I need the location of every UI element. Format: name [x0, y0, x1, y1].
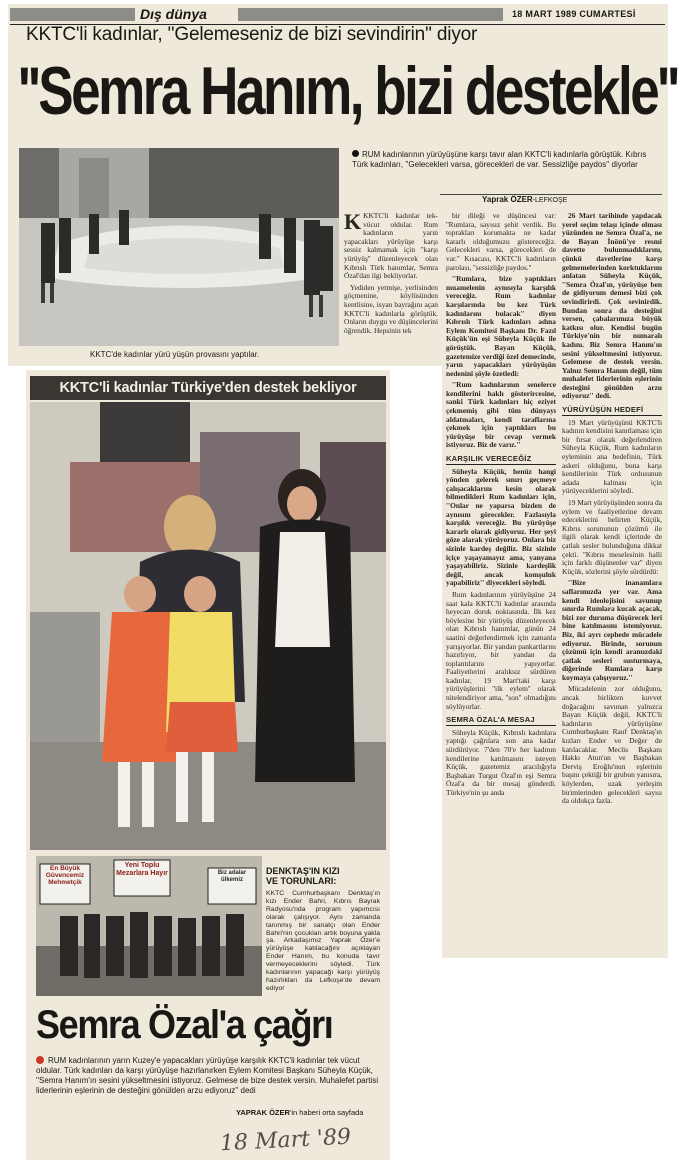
- placard-2: Yeni Toplu Mezarlara Hayır: [116, 862, 168, 877]
- col1-para-1: KKTC'li kadınlar tek-vücut oldular. Rum kadınların yarın yapacakları yürüyüşe karşı sessiz kalmamak için ''karşı yürüyüş'' düzenleyecek olan Kıbrıslı Türk hanımlar, Semra Özal'dan ilgi bekliyorlar.: [344, 211, 438, 281]
- inset-text: KKTC Cumhurbaşkanı Denktaş'ın kızı Ender Bahri, Kıbrıs Bayrak Radyosu'nda program yapımcısı olarak çalışıyor. Aynı zamanda tanınmış bir sanatçı olan Ender Bahri'nin çocukları artık boyuna yakla şa. Arkadaşımız Yaprak Özer'e yürüyüşe katılacağını açıklayan Ender Hanım, bu konuda tavır vermeyeceklerini söyledi. Türk kadınlarının yapacağı karşı yürüyüş hazırlıkları da Lefkoşe'de devam ediyor: [266, 890, 380, 992]
- red-bullet-icon: [36, 1056, 44, 1064]
- inset-photo: [36, 856, 262, 996]
- bullet-icon: [352, 150, 359, 157]
- handwritten-date: 18 Mart '89: [219, 1124, 352, 1157]
- byline: [482, 195, 567, 204]
- byline-place: -LEFKOŞE: [532, 197, 568, 204]
- lower-photo: [30, 402, 386, 850]
- body-column-1: [344, 209, 438, 338]
- credit-name: YAPRAK ÖZER: [236, 1108, 290, 1117]
- col3-para-4: ''Bize inanamlara saflarımızda yer var. Ama kendi ideolojisini savunup sınırda Rumlara kucak açacak, bizi zor duruma düşürecek leri bine katılmasını istemiyoruz. Biz, iki ayrı cephede mücadele ediyoruz. Birinde, sorunun çözümü için kendi aramızdaki çatlak sesleri susturmaya, diğerinde Rumlara karşı koymaya çalışıyoruz.'': [562, 578, 662, 682]
- lead-text-content: RUM kadınlarının yürüyüşüne karşı tavır alan KKTC'li kadınlarla görüştük. Kıbrıs Türk kadınları, ''Gelecekleri varsa, görecekleri de var. Sessizliğe paydos'' diyorlar: [352, 150, 647, 169]
- body-column-2: [446, 212, 556, 801]
- subhead-hedef: YÜRÜYÜŞÜN HEDEFİ: [562, 406, 662, 416]
- col3-para-5: Mücadelenin zor olduğunu, ancak birlikten kuvvet doğacağını savunan yalnızca Bayan Küçük değil, KKTC'li kadınların yürüyüşüne Cumhurbaşkanı Rauf Denktaş'ın kızları Ender ve Değer de katılacaklar. Meclis Başkanı Hakkı Atun'un ve Başbakan Derviş Eroğlu'nun eşlerinin başını çektiği bir grubun yanısıra, köylerden, uzak yerleşim birimlerinden gelecekleri sayısı da oldukça fazla.: [562, 684, 662, 806]
- top-photo-caption: KKTC'de kadınlar yürü yüşün provasını yaptılar.: [90, 350, 260, 359]
- inset-title: [266, 866, 380, 886]
- section-title: Dış dünya: [140, 6, 207, 22]
- issue-date: 18 MART 1989 CUMARTESİ: [512, 9, 636, 19]
- lower-credit: [236, 1108, 363, 1117]
- women-holding-flag-photo: [19, 148, 339, 346]
- col2-para-4: Süheyla Küçük, henüz hangi yönden gelerek sınırı geçmeye çalışacaklarını kesin olarak bilmedikleri Rum kadınları için, ''Onlar ne yaparsa bizden de aynısını görecekler. Fazlasıyla karşılık vereceğiz. Bu yürüyüşe kararlı olarak gidiyoruz. Her şeyi göze alarak yürüyoruz. Onlara biz sizinle kardeş değiliz. Biz sizinle içiçe yaşayamayız ama, yanyana yaşayabiliriz. Sizinle kardeşlik değil, ancak komşuluk yapabiliriz'' diyecekleri söyledi.: [446, 466, 556, 588]
- lower-lead: [36, 1056, 382, 1096]
- col2-para-5: Rum kadınlarının yürüyüşüne 24 saat kala KKTC'li kadınlar arasında heyecan doruk noktasında. İlk kez böylesine bir yürüyüş düzenleyecek olan Kıbrıslı hanımlar, günün 24 saatini değerlendirmek için zamanla yarışıyorlar. Bir yandan pankartlarını hazırlıyor, bir yandan da toplantılarını yapıyorlar. Faaliyetlerini aralıksız sürdüren kadınlar, 19 Mart'taki karşı yürüyüşlerini ''ilk eylem'' olarak nitelendiriyor ama, ''son'' olmadığını söylüyorlar.: [446, 589, 556, 711]
- drop-cap: K: [344, 209, 362, 234]
- top-photo: [19, 148, 339, 346]
- header-bar-left: [10, 8, 135, 21]
- col2-para-1: bir dileği ve düşüncesi var: ''Rumlara, sayısız şehit verdik. Bu toprakları korumakta ne kadar kararlı olduğumuzu göstereceğiz. Gelecekleri varsa, görecekleri de var.'' Kısacası, KKTC'li kadınların parolası, ''sessizliğe paydos.'': [446, 211, 556, 272]
- col2-para-2: ''Rumlara, bize yaptıkları muamelenin aynısıyla karşılık vereceğiz. Rum kadınlar karşılarında bu kez Türk kadınlarını bulacak'' diyen Kıbrıslı Türk kadınları adına Eylem Komitesi Başkanı Dr. Fazıl Küçük'ün eşi Süheyla Küçük ile görüştük. Bayan Küçük, gazetemize verdiği özel demecinde, yarın yapacakları yürüyüşün nedenini şöyle özetledi:: [446, 274, 556, 378]
- lower-headline: Semra Özal'a çağrı: [36, 1003, 333, 1047]
- byline-name: Yaprak ÖZER: [482, 195, 533, 204]
- lower-banner: KKTC'li kadınlar Türkiye'den destek bekliyor: [30, 376, 386, 400]
- col3-para-3: 19 Mart yürüyüşünden sonra da eylem ve faaliyetlerine devam edeceklerini belirten Küçük, Kıbrıs sorununun çözümü ile ilgili olarak kendi içlerinde de çatlak sesler bulunduğuna dikkat çekti. ''Kıbrıs meselesinin halli için farklı düşünenler var'' diyen Küçük, sözlerini şöyle sürdürdü:: [562, 498, 663, 576]
- lower-lead-content: RUM kadınlarının yarın Kuzey'e yapacakları yürüyüşe karşılık KKTC'li kadınlar tek vücut oldular. Türk kadınları da karşı yürüyüşe hazırlanırken Eylem Komitesi Başkanı Süheyla Küçük, ''Semra Hanım'ın sesini yükseltmesini istiyoruz. Gelmese de bize destek versin. Muhalefet partisi liderlerinin eşlerinin de desteğini gönülden arzu ediyoruz'' dedi: [36, 1056, 379, 1095]
- main-headline: ''Semra Hanım, bizi destekle'': [18, 53, 678, 129]
- header-bar-right: [238, 8, 503, 21]
- placard-3: Biz adalar ülkemiz: [217, 870, 247, 883]
- inset-title-line-1: DENKTAŞ'IN KIZI: [266, 866, 340, 876]
- col2-para-6: Süheyla Küçük, Kıbrıslı kadınlara yaptığı çağrılara son ana kadar sürdürüyor. 7'den 70'e her kadının kendilerine katılmasını isteyen Küçük, gazetemiz aracılığıyla Başbakan Turgut Özal'ın eşi Semra Özal'a da bir mesaj gönderdi. Türkiye'nin şu anda: [446, 727, 556, 797]
- col2-para-3: ''Rum kadınlarının senelerce kendilerini haklı gösterircesine, sanki Türk kadınları hiç eziyet çekmemiş gibi tüm dünyayı aldatmaları, kendi taraflarına çekmek için yaptıkları bu yürüyüşe bir cevap vermek istiyoruz. Biz de varız.'': [446, 380, 556, 450]
- placard-1: En Büyük Güvencemiz Mehmetçik: [45, 865, 85, 886]
- lead-text: [352, 150, 662, 170]
- col1-para-2: Yediden yetmişe, yerlisinden göçmenine, köylüsünden kentlisine, isyan bayrağını açan KKTC'li kadınlarla görüştük. Onların duygu ve düşüncelerini öğrendik. Hepsinin tek: [344, 282, 438, 335]
- inset-title-line-2: VE TORUNLARI:: [266, 876, 337, 886]
- women-and-children-photo: [30, 402, 386, 850]
- subhead-mesaj: SEMRA ÖZAL'A MESAJ: [446, 716, 556, 726]
- body-column-3: [562, 212, 662, 809]
- col3-para-1: 26 Mart tarihinde yapılacak yerel seçim telaşı içinde olması yüzünden ne Semra Özal'a, ne de Bayan İnönü'ye resmi davette bulunmadıklarını, çünkü davetlerine karşı gelmemelerinden korktuklarını anlatan Süheyla Küçük, ''Semra Özal'ın, yürüyüşe ben de gidiyorum demesi bizi çok sevindirirdi. Çok sevinirdik. Bundan sonra da desteğini versen, çabalarımıza büyük katkısı olur. Kendisi bugün Türkiye'nin bir numaralı kadını. Biz Semra Hanım'ın sesini yükseltmesini istiyoruz. Gelemese de destek versin. Yalnız Semra Hanım değil, tüm muhalefet liderlerinin eşlerinin desteğini gönülden arzu ediyoruz'' dedi.: [562, 211, 662, 401]
- credit-rest: 'in haberi orta sayfada: [289, 1108, 364, 1117]
- col3-para-2: 19 Mart yürüyüşünü KKTC'li kadının kendisini kanıtlaması için bir fırsat olarak değerlendiren Süheyla Küçük, Rum kadınların eyleminin ana bedefinin, Türk askeri olduğunu, buna karşı kendilerinin Türk ordusunun adada kalması için yürüyeceklerini söyledi.: [562, 417, 662, 496]
- subhead-karsilik: KARŞILIK VERECEĞİZ: [446, 455, 556, 465]
- kicker: KKTC'li kadınlar, ''Gelemeseniz de bizi sevindirin'' diyor: [26, 24, 478, 45]
